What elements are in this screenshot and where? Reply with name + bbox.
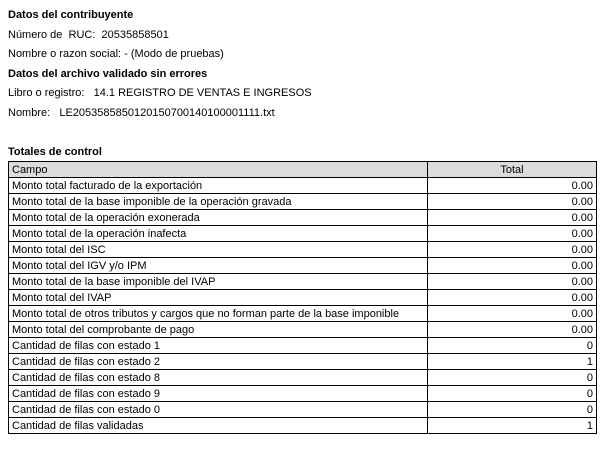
campo-cell: Monto total de otros tributos y cargos que no forman parte de la base imponible [9, 306, 428, 322]
total-cell: 0 [428, 338, 597, 354]
total-cell: 1 [428, 354, 597, 370]
razon-social-label: Nombre o razon social: [8, 48, 122, 60]
total-cell: 0.00 [428, 226, 597, 242]
column-header-campo: Campo [9, 162, 428, 178]
totales-table-body [9, 178, 597, 434]
contribuyente-heading: Datos del contribuyente [8, 9, 134, 21]
total-cell: 0.00 [428, 210, 597, 226]
table-row [9, 274, 597, 290]
total-cell: 0 [428, 386, 597, 402]
totales-heading: Totales de control [8, 146, 102, 158]
total-cell: 0.00 [428, 242, 597, 258]
total-cell: 0.00 [428, 322, 597, 338]
archivo-nombre-line [8, 107, 275, 120]
table-row [9, 322, 597, 338]
libro-label: Libro o registro: [8, 87, 85, 99]
total-cell: 0.00 [428, 258, 597, 274]
ruc-label: Número de RUC: [8, 29, 96, 41]
table-header-row [9, 162, 597, 178]
total-cell: 0.00 [428, 290, 597, 306]
razon-social-value: - (Modo de pruebas) [124, 48, 224, 60]
campo-cell: Monto total del IVAP [9, 290, 428, 306]
campo-cell: Monto total del ISC [9, 242, 428, 258]
campo-cell: Cantidad de filas validadas [9, 418, 428, 434]
table-row [9, 178, 597, 194]
campo-cell: Monto total de la base imponible de la operación gravada [9, 194, 428, 210]
campo-cell: Cantidad de filas con estado 2 [9, 354, 428, 370]
campo-cell: Monto total de la base imponible del IVAP [9, 274, 428, 290]
table-row [9, 402, 597, 418]
campo-cell: Cantidad de filas con estado 8 [9, 370, 428, 386]
table-row [9, 370, 597, 386]
table-row [9, 386, 597, 402]
table-row [9, 306, 597, 322]
archivo-nombre-value: LE2053585850120150700140100001111.txt [59, 107, 275, 119]
table-row [9, 354, 597, 370]
libro-value: 14.1 REGISTRO DE VENTAS E INGRESOS [93, 87, 312, 99]
ruc-line [8, 29, 169, 42]
ruc-value: 20535858501 [101, 29, 169, 41]
campo-cell: Monto total de la operación exonerada [9, 210, 428, 226]
total-cell: 0 [428, 402, 597, 418]
total-cell: 0.00 [428, 178, 597, 194]
archivo-heading: Datos del archivo validado sin errores [8, 68, 208, 80]
campo-cell: Monto total del comprobante de pago [9, 322, 428, 338]
campo-cell: Cantidad de filas con estado 0 [9, 402, 428, 418]
table-row [9, 418, 597, 434]
table-row [9, 290, 597, 306]
campo-cell: Cantidad de filas con estado 9 [9, 386, 428, 402]
razon-social-line [8, 48, 224, 61]
campo-cell: Monto total facturado de la exportación [9, 178, 428, 194]
libro-line [8, 87, 312, 100]
total-cell: 0.00 [428, 274, 597, 290]
total-cell: 0.00 [428, 306, 597, 322]
total-cell: 0.00 [428, 194, 597, 210]
table-row [9, 242, 597, 258]
campo-cell: Cantidad de filas con estado 1 [9, 338, 428, 354]
totales-table [8, 161, 597, 434]
total-cell: 0 [428, 370, 597, 386]
table-row [9, 210, 597, 226]
campo-cell: Monto total de la operación inafecta [9, 226, 428, 242]
table-row [9, 338, 597, 354]
total-cell: 1 [428, 418, 597, 434]
campo-cell: Monto total del IGV y/o IPM [9, 258, 428, 274]
archivo-nombre-label: Nombre: [8, 107, 51, 119]
table-row [9, 258, 597, 274]
table-row [9, 194, 597, 210]
column-header-total: Total [428, 162, 597, 178]
table-row [9, 226, 597, 242]
